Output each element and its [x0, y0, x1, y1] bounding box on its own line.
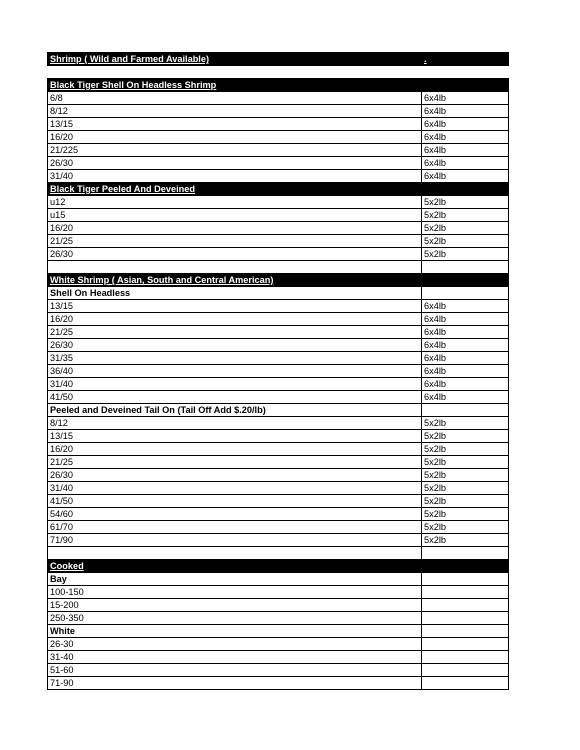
table-row: [48, 456, 509, 469]
pack-size-cell: 5x2lb: [422, 443, 509, 456]
table-row: [48, 417, 509, 430]
description-cell: Black Tiger Shell On Headless Shrimp: [48, 79, 422, 92]
pack-size-cell: 5x2lb: [422, 196, 509, 209]
section-header-row: [48, 560, 509, 573]
description-cell: u12: [48, 196, 422, 209]
description-cell: 16/20: [48, 222, 422, 235]
pack-size-cell: 6x4lb: [422, 92, 509, 105]
description-cell: 61/70: [48, 521, 422, 534]
table-row: [48, 391, 509, 404]
table-row: [48, 196, 509, 209]
description-cell: 26-30: [48, 638, 422, 651]
description-cell: 16/20: [48, 131, 422, 144]
pack-size-cell: 5x2lb: [422, 209, 509, 222]
table-row: [48, 534, 509, 547]
pack-size-cell: 6x4lb: [422, 144, 509, 157]
pack-size-cell: 6x4lb: [422, 339, 509, 352]
description-cell: 31-40: [48, 651, 422, 664]
title-cell: Shrimp ( Wild and Farmed Available): [48, 53, 422, 66]
description-cell: 31/40: [48, 378, 422, 391]
description-cell: 21/225: [48, 144, 422, 157]
description-cell: 8/12: [48, 417, 422, 430]
pack-size-cell: 5x2lb: [422, 482, 509, 495]
description-cell: Black Tiger Peeled And Deveined: [48, 183, 422, 196]
description-cell: 26/30: [48, 157, 422, 170]
pack-size-cell: 6x4lb: [422, 365, 509, 378]
description-cell: 51-60: [48, 664, 422, 677]
pack-size-cell: [422, 677, 509, 690]
description-cell: 8/12: [48, 105, 422, 118]
description-cell: 41/50: [48, 391, 422, 404]
pack-size-cell: [422, 183, 509, 196]
pack-size-cell: 6x4lb: [422, 118, 509, 131]
pack-size-cell: [422, 599, 509, 612]
table-row: [48, 313, 509, 326]
description-cell: 21/25: [48, 326, 422, 339]
table-row: [48, 612, 509, 625]
description-cell: Peeled and Deveined Tail On (Tail Off Add $.20/lb): [48, 404, 422, 417]
pack-size-cell: 5x2lb: [422, 508, 509, 521]
table-row: [48, 92, 509, 105]
pack-size-cell: 5x2lb: [422, 248, 509, 261]
description-cell: 31/40: [48, 482, 422, 495]
description-cell: 41/50: [48, 495, 422, 508]
description-cell: 16/20: [48, 313, 422, 326]
table-row: [48, 651, 509, 664]
description-cell: 13/15: [48, 430, 422, 443]
description-cell: Bay: [48, 573, 422, 586]
table-row: [48, 508, 509, 521]
pack-size-cell: 6x4lb: [422, 300, 509, 313]
pack-size-cell: [422, 664, 509, 677]
pack-size-cell: 6x4lb: [422, 326, 509, 339]
table-row: [48, 430, 509, 443]
pack-size-cell: [422, 560, 509, 573]
description-cell: 31/40: [48, 170, 422, 183]
pack-size-cell: 5x2lb: [422, 521, 509, 534]
description-cell: Shell On Headless: [48, 287, 422, 300]
description-cell: White: [48, 625, 422, 638]
table-row: [48, 378, 509, 391]
table-row: [48, 469, 509, 482]
pack-size-cell: [422, 261, 509, 274]
description-cell: 100-150: [48, 586, 422, 599]
table-row: [48, 339, 509, 352]
pack-size-cell: 6x4lb: [422, 378, 509, 391]
subheader-row: [48, 573, 509, 586]
pack-size-cell: [422, 573, 509, 586]
title-mark-cell: .: [422, 53, 509, 66]
table-row: [48, 105, 509, 118]
table-row: [48, 157, 509, 170]
table-row: [48, 352, 509, 365]
description-cell: 26/30: [48, 248, 422, 261]
pack-size-cell: [422, 625, 509, 638]
pack-size-cell: [422, 612, 509, 625]
pack-size-cell: 5x2lb: [422, 222, 509, 235]
section-header-row: [48, 274, 509, 287]
price-list-sheet: [47, 52, 509, 690]
description-cell: 21/25: [48, 235, 422, 248]
description-cell: [48, 547, 422, 560]
table-row: [48, 443, 509, 456]
section-header-row: [48, 183, 509, 196]
description-cell: 16/20: [48, 443, 422, 456]
pack-size-cell: [422, 651, 509, 664]
description-cell: 36/40: [48, 365, 422, 378]
description-cell: 250-350: [48, 612, 422, 625]
pack-size-cell: 5x2lb: [422, 534, 509, 547]
table-row: [48, 235, 509, 248]
description-cell: White Shrimp ( Asian, South and Central American): [48, 274, 422, 287]
table-row: [48, 521, 509, 534]
subheader-row: [48, 287, 509, 300]
pack-size-cell: [422, 274, 509, 287]
pack-size-cell: 5x2lb: [422, 417, 509, 430]
table-row: [48, 118, 509, 131]
description-cell: Cooked: [48, 560, 422, 573]
pack-size-cell: [422, 638, 509, 651]
description-cell: 26/30: [48, 339, 422, 352]
table-row: [48, 144, 509, 157]
pack-size-cell: [422, 547, 509, 560]
table-row: [48, 677, 509, 690]
table-row: [48, 209, 509, 222]
table-row: [48, 326, 509, 339]
table-row: [48, 599, 509, 612]
table-row: [48, 638, 509, 651]
title-row: [48, 53, 509, 66]
pack-size-cell: 5x2lb: [422, 456, 509, 469]
pack-size-cell: 5x2lb: [422, 469, 509, 482]
description-cell: 54/60: [48, 508, 422, 521]
table-row: [48, 586, 509, 599]
blank-row: [48, 261, 509, 274]
description-cell: 26/30: [48, 469, 422, 482]
description-cell: 15-200: [48, 599, 422, 612]
subheader-row: [48, 404, 509, 417]
description-cell: 13/15: [48, 300, 422, 313]
table-row: [48, 300, 509, 313]
table-row: [48, 365, 509, 378]
pack-size-cell: 6x4lb: [422, 170, 509, 183]
table-row: [48, 482, 509, 495]
pack-size-cell: [422, 287, 509, 300]
pack-size-cell: 6x4lb: [422, 157, 509, 170]
pack-size-cell: [422, 586, 509, 599]
table-row: [48, 495, 509, 508]
blank-row: [48, 547, 509, 560]
description-cell: 71-90: [48, 677, 422, 690]
description-cell: u15: [48, 209, 422, 222]
table-row: [48, 170, 509, 183]
description-cell: [48, 261, 422, 274]
pack-size-cell: 6x4lb: [422, 105, 509, 118]
table-row: [48, 664, 509, 677]
pack-size-cell: 6x4lb: [422, 352, 509, 365]
pack-size-cell: 6x4lb: [422, 391, 509, 404]
table-row: [48, 248, 509, 261]
pack-size-cell: 6x4lb: [422, 313, 509, 326]
section-header-row: [48, 79, 509, 92]
pack-size-cell: [422, 404, 509, 417]
subheader-row: [48, 625, 509, 638]
description-cell: 13/15: [48, 118, 422, 131]
pack-size-cell: 5x2lb: [422, 235, 509, 248]
description-cell: 21/25: [48, 456, 422, 469]
pack-size-cell: [422, 79, 509, 92]
pack-size-cell: 5x2lb: [422, 495, 509, 508]
spacer-row: [48, 66, 509, 79]
description-cell: 71/90: [48, 534, 422, 547]
table-row: [48, 222, 509, 235]
pack-size-cell: 6x4lb: [422, 131, 509, 144]
table-row: [48, 131, 509, 144]
description-cell: 6/8: [48, 92, 422, 105]
description-cell: 31/35: [48, 352, 422, 365]
pack-size-cell: 5x2lb: [422, 430, 509, 443]
